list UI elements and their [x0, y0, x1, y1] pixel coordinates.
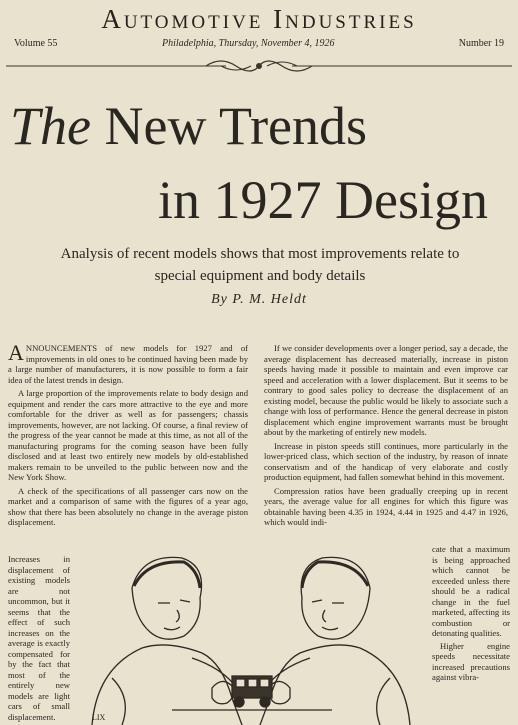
- headline-new-trends: New Trends: [91, 96, 368, 156]
- ornamental-rule: [6, 55, 512, 77]
- issue-line: [12, 38, 506, 52]
- volume-label: Volume 55: [14, 38, 58, 49]
- byline: By P. M. Heldt: [211, 292, 307, 307]
- issue-number: Number 19: [458, 38, 504, 49]
- headline-line-2: in 1927 Design: [158, 170, 488, 230]
- left-paragraph-3: A check of the specifications of all passenger cars now on the market and a comparison of same with the figures of a year ago, show that there has been absolutely no change in the average piston displacement.: [8, 485, 248, 527]
- drop-cap: A: [8, 340, 24, 365]
- right-paragraph-3: Compression ratios have been gradually creeping up in recent years, the average value for all engines for which this figure was obtainable having been 4.35 in 1924, 4.44 in 1925 and 4.47 in 1926, which would indi-: [264, 485, 508, 527]
- right-paragraph-1: If we consider developments over a longer period, say a decade, the average displacement has decreased materially, increase in piston speeds having made it possible to maintain and even improve car speed and acceleration with a lower displacement. But it seems to be contrary to good sales policy to decrease the displacement of an existing model, because the public would be likely to associate such a change with loss of performance. Hence the general decrease in piston displacement which engine improvement warrants must be brought about by the marketing of entirely new models.: [264, 343, 508, 437]
- masthead-title: Automotive Industries: [101, 4, 417, 34]
- left-man-body: [92, 645, 242, 725]
- artist-signature: LIX: [92, 713, 106, 722]
- illustration-two-men-with-toy-car: [72, 548, 430, 725]
- article-deck: Analysis of recent models shows that most improvements relate to special equipment and body details: [60, 246, 460, 284]
- left-paragraph-1-text: NNOUNCEMENTS of new models for 1927 and of improvements in old ones to be continued having been made by a large number of manufacturers, it is now possible to form a fair idea of the latest trends in design.: [8, 343, 248, 385]
- right-paragraph-2: Increase in piston speeds still continues, more particularly in the lower-priced class, which section of the industry, by reason of innate conservatism and of the handicap of very elaborate and costly production equipment, had fallen somewhat behind in this movement.: [264, 440, 508, 482]
- headline-line-1: [10, 96, 367, 156]
- left-column: [8, 340, 248, 531]
- right-column: [264, 343, 508, 531]
- right-narrow-paragraph-1: cate that a maximum is being approached which cannot be exceeded unless there should be a radical change in the fuel marketed, affecting its combustion or detonating qualities.: [432, 544, 510, 638]
- headline-the: The: [10, 96, 91, 156]
- right-narrow-paragraph-2: Higher engine speeds necessitate increased precautions against vibra-: [432, 640, 510, 682]
- left-narrow-text: Increases in displacement of existing models are not uncommon, but it seems that the effect of such increases on the average is exactly compensated for by the fact that most of the entirely new models are light cars of small displacement.: [8, 554, 70, 722]
- right-man-body: [260, 645, 410, 725]
- left-paragraph-1: [8, 340, 248, 385]
- dateline: Philadelphia, Thursday, November 4, 1926: [162, 38, 335, 49]
- left-paragraph-2: A large proportion of the improvements relate to body design and equipment and render the cars more attractive to the eye and more comfortable for the driver as well as for passengers; chassis improvements, however, are not lacking. Of course, a final review of the progress of the year cannot be made at this time, as not all of the manufacturing programs for the coming season have been fully disclosed and at least two entirely new models by old-established makers remain to be unveiled to the public between now and the New York Show.: [8, 388, 248, 482]
- right-narrow-text: [432, 544, 510, 685]
- right-man-head: [301, 557, 370, 639]
